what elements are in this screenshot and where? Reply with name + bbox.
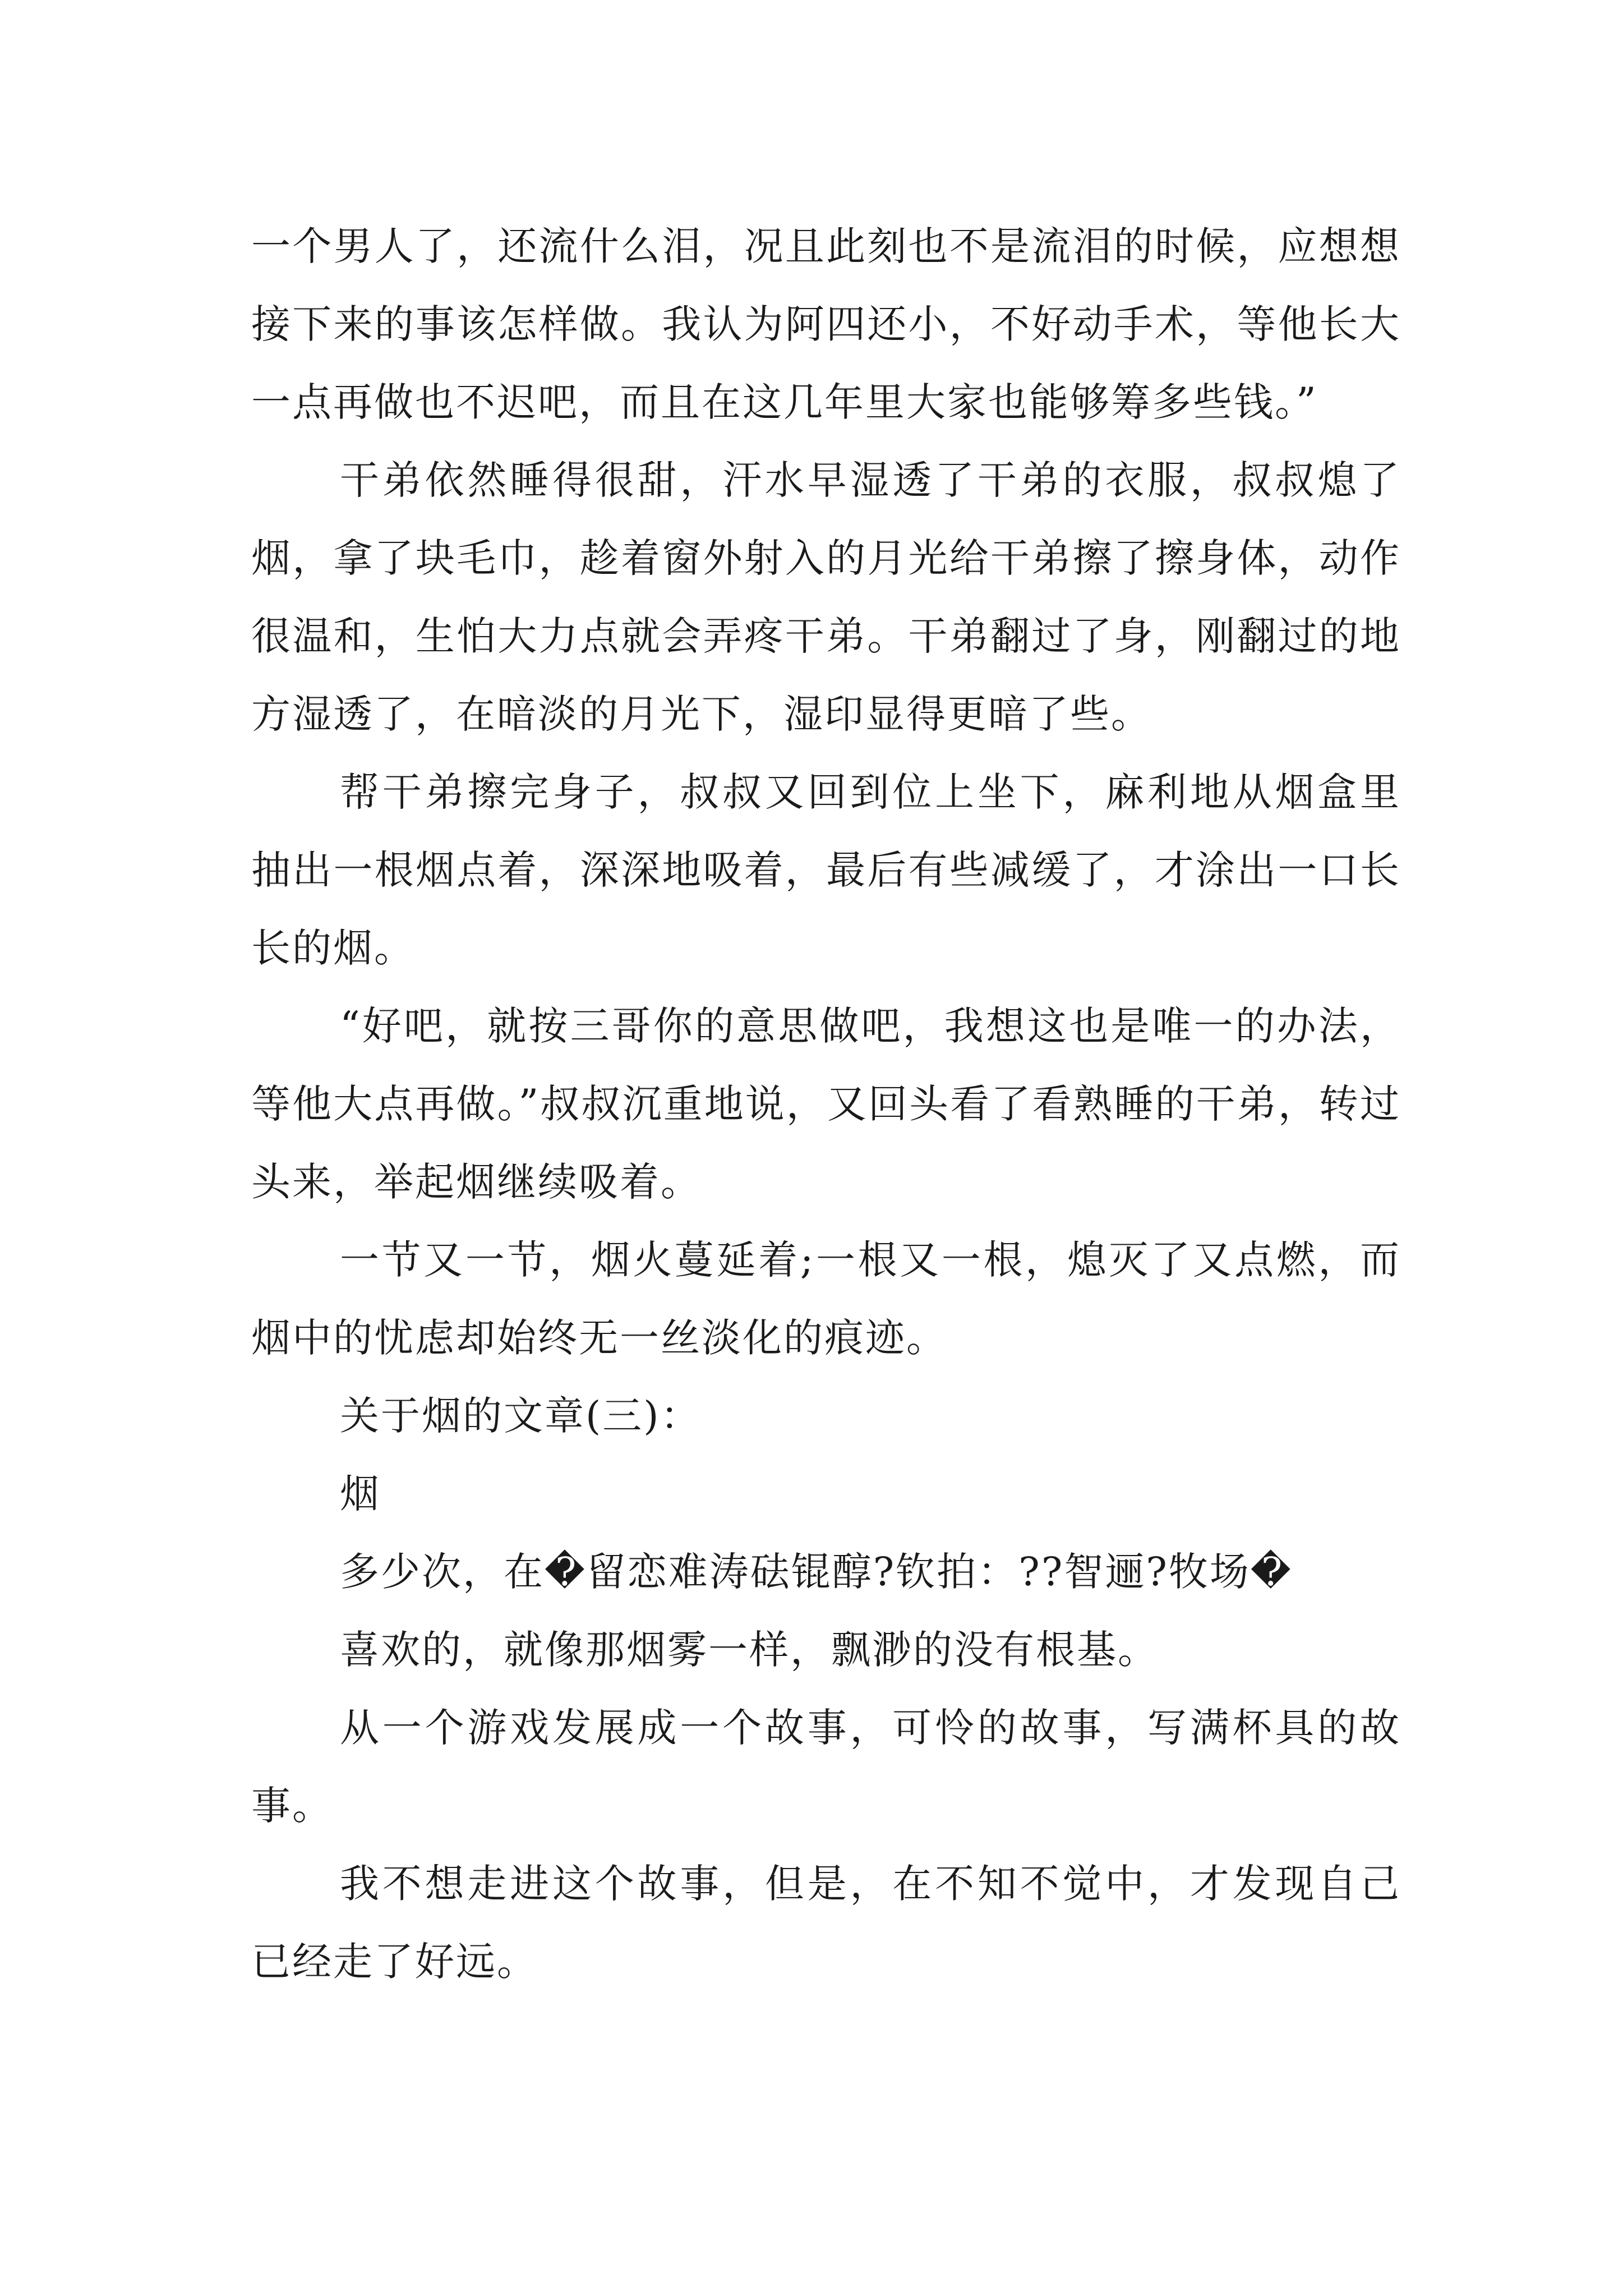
paragraph: 干弟依然睡得很甜，汗水早湿透了干弟的衣服，叔叔熄了烟，拿了块毛巾，趁着窗外射入的月光给干弟擦了擦身体，动作很温和，生怕大力点就会弄疼干弟。干弟翻过了身，刚翻过的地方湿透了，在暗淡的月光下，湿印显得更暗了些。 [251,457,1401,737]
paragraph-continuation: 一个男人了，还流什么泪，况且此刻也不是流泪的时候，应想想接下来的事该怎样做。我认为阿四还小，不好动手术，等他长大一点再做也不迟吧，而且在这几年里大家也能够筹多些钱。” [251,223,1401,425]
section-heading: 关于烟的文章(三)： [340,1393,702,1439]
paragraph: “好吧，就按三哥你的意思做吧，我想这也是唯一的办法，等他大点再做。”叔叔沉重地说，又回头看了看熟睡的干弟，转过头来，举起烟继续吸着。 [251,1003,1401,1205]
document-body [251,208,1401,2001]
paragraph: 从一个游戏发展成一个故事，可怜的故事，写满杯具的故事。 [251,1705,1401,1829]
article-title: 烟 [340,1471,381,1517]
paragraph: 帮干弟擦完身子，叔叔又回到位上坐下，麻利地从烟盒里抽出一根烟点着，深深地吸着，最后有些减缓了，才涂出一口长长的烟。 [251,769,1401,971]
paragraph: 我不想走进这个故事，但是，在不知不觉中，才发现自己已经走了好远。 [251,1861,1401,1985]
paragraph: 一节又一节，烟火蔓延着;一根又一根，熄灭了又点燃，而烟中的忧虑却始终无一丝淡化的痕迹。 [251,1237,1401,1361]
paragraph-garbled: 多少次，在�留恋难涛砝锟醇?钦拍：??智逦?牧场� [340,1549,1293,1595]
paragraph: 喜欢的，就像那烟雾一样，飘渺的没有根基。 [340,1627,1159,1673]
